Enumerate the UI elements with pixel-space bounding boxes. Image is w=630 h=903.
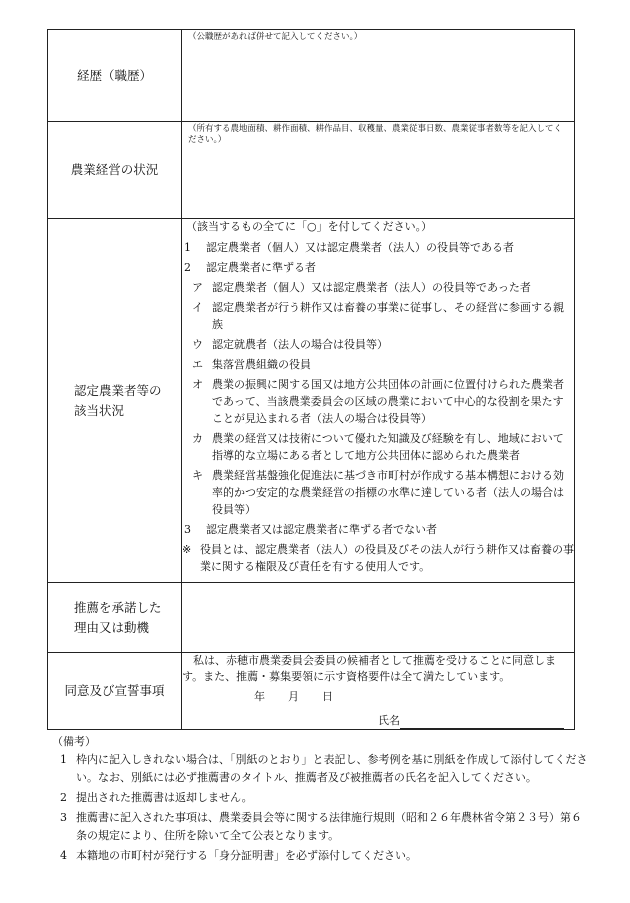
status-item[interactable] [182, 336, 574, 353]
status-item-marker: ※ [182, 543, 192, 556]
status-item-text: 農業の経営又は技術について優れた知識及び経験を有し、地域において指導的な立場にある者として地方公共団体に認められた農業者 [212, 432, 564, 462]
remark-number: 4 [60, 849, 67, 862]
reason-label-line2: 理由又は動機 [74, 619, 150, 635]
remarks-list [52, 751, 592, 865]
remark-item [52, 847, 592, 865]
month-label: 月 [288, 690, 299, 703]
remark-item [52, 751, 592, 787]
status-item-marker: カ [192, 432, 203, 445]
status-item-marker: 1 [184, 241, 191, 254]
status-item-text: 農業の振興に関する国又は地方公共団体の計画に位置付けられた農業者であって、当該農業委員会の区域の農業において中心的な役割を果たすことが見込まれる者（法人の場合は役員等） [212, 378, 564, 425]
name-label: 氏名 [378, 714, 400, 727]
status-label-line2: 該当状況 [74, 402, 125, 418]
remark-number: 3 [60, 811, 67, 824]
recommendation-form-table [47, 29, 575, 730]
farming-row [48, 122, 575, 219]
remark-text: 推薦書に記入された事項は、農業委員会等に関する法律施行規則（昭和２６年農林省令第２３号）第６条の規定により、住所を除いて全て公表となります。 [76, 811, 582, 842]
status-row [48, 219, 575, 583]
status-item[interactable] [182, 541, 574, 575]
remark-text: 枠内に記入しきれない場合は、「別紙のとおり」と表記し、参考例を基に別紙を作成して添付してください。なお、別紙には必ず推薦書のタイトル、推薦者及び被推薦者の氏名を記入してください。 [76, 753, 588, 784]
status-item-text: 集落営農組織の役員 [212, 358, 311, 371]
status-item[interactable] [182, 376, 574, 427]
remark-number: 2 [60, 791, 67, 804]
remark-number: 1 [60, 753, 67, 766]
consent-label: 同意及び宣誓事項 [64, 683, 165, 698]
status-item-text: 農業経営基盤強化促進法に基づき市町村が作成する基本構想における効率的かつ安定的な農業経営の指標の水準に達している者（法人の場合は役員等） [212, 469, 564, 516]
career-input-cell[interactable] [182, 30, 575, 122]
status-item-text: 認定農業者に準ずる者 [206, 261, 316, 274]
status-item[interactable] [182, 259, 574, 276]
status-item-marker: 3 [184, 523, 191, 536]
status-item[interactable] [182, 430, 574, 464]
status-item-text: 認定農業者が行う耕作又は畜養の事業に従事し、その経営に参画する親族 [212, 301, 564, 331]
status-item-marker: オ [192, 378, 203, 391]
status-item-list [182, 239, 574, 575]
status-content-cell [182, 219, 575, 583]
status-item-text: 認定農業者（個人）又は認定農業者（法人）の役員等であった者 [212, 281, 531, 294]
career-label: 経歴（職歴） [76, 67, 152, 83]
reason-label-line1: 推薦を承諾した [74, 599, 162, 615]
consent-statement: 私は、赤穂市農業委員会委員の候補者として推薦を受けることに同意します。また、推薦・募集要領に示す資格要件は全て満たしています。 [182, 654, 556, 683]
status-label-line1: 認定農業者等の [74, 382, 162, 398]
status-item-text: 認定農業者（個人）又は認定農業者（法人）の役員等である者 [206, 241, 514, 254]
remark-item [52, 809, 592, 845]
reason-label-cell [48, 583, 182, 653]
status-item-marker: エ [192, 358, 203, 371]
year-label: 年 [254, 690, 265, 703]
name-line [182, 713, 574, 729]
status-item[interactable] [182, 356, 574, 373]
status-item-marker: キ [192, 469, 203, 482]
career-note: （公職歴があれば併せて記入してください。） [188, 32, 363, 42]
status-item-marker: ウ [192, 338, 203, 351]
status-item[interactable] [182, 467, 574, 518]
status-item-text: 認定就農者（法人の場合は役員等） [212, 338, 388, 351]
reason-row [48, 583, 575, 653]
status-item[interactable] [182, 239, 574, 256]
consent-content-cell [182, 653, 575, 730]
name-signature-field[interactable] [400, 716, 564, 729]
remark-item [52, 789, 592, 807]
consent-label-cell [48, 653, 182, 730]
remarks-title: （備考） [52, 735, 96, 748]
reason-input-cell[interactable] [182, 583, 575, 653]
consent-row [48, 653, 575, 730]
status-item-marker: イ [192, 301, 203, 314]
remark-text: 本籍地の市町村が発行する「身分証明書」を必ず添付してください。 [76, 849, 417, 862]
status-label-cell [48, 219, 182, 583]
status-item[interactable] [182, 521, 574, 538]
date-line [182, 689, 574, 705]
remarks-section [52, 733, 592, 867]
career-row [48, 30, 575, 122]
status-item-text: 認定農業者又は認定農業者に準ずる者でない者 [206, 523, 437, 536]
status-item[interactable] [182, 279, 574, 296]
status-item-marker: ア [192, 281, 203, 294]
status-intro: （該当するもの全てに「○」を付してください。） [186, 220, 433, 233]
status-item[interactable] [182, 299, 574, 333]
status-item-marker: 2 [184, 261, 191, 274]
farming-label-cell [48, 122, 182, 219]
farming-label: 農業経営の状況 [70, 162, 159, 177]
farming-input-cell[interactable] [182, 122, 575, 219]
farming-note: （所有する農地面積、耕作面積、耕作品目、収穫量、農業従事日数、農業従事者数等を記入してください。） [188, 124, 563, 145]
career-label-cell [48, 30, 182, 122]
status-item-text: 役員とは、認定農業者（法人）の役員及びその法人が行う耕作又は畜養の事業に関する権限及び責任を有する使用人です。 [200, 543, 574, 573]
day-label: 日 [322, 690, 333, 703]
remark-text: 提出された推薦書は返却しません。 [76, 791, 253, 804]
